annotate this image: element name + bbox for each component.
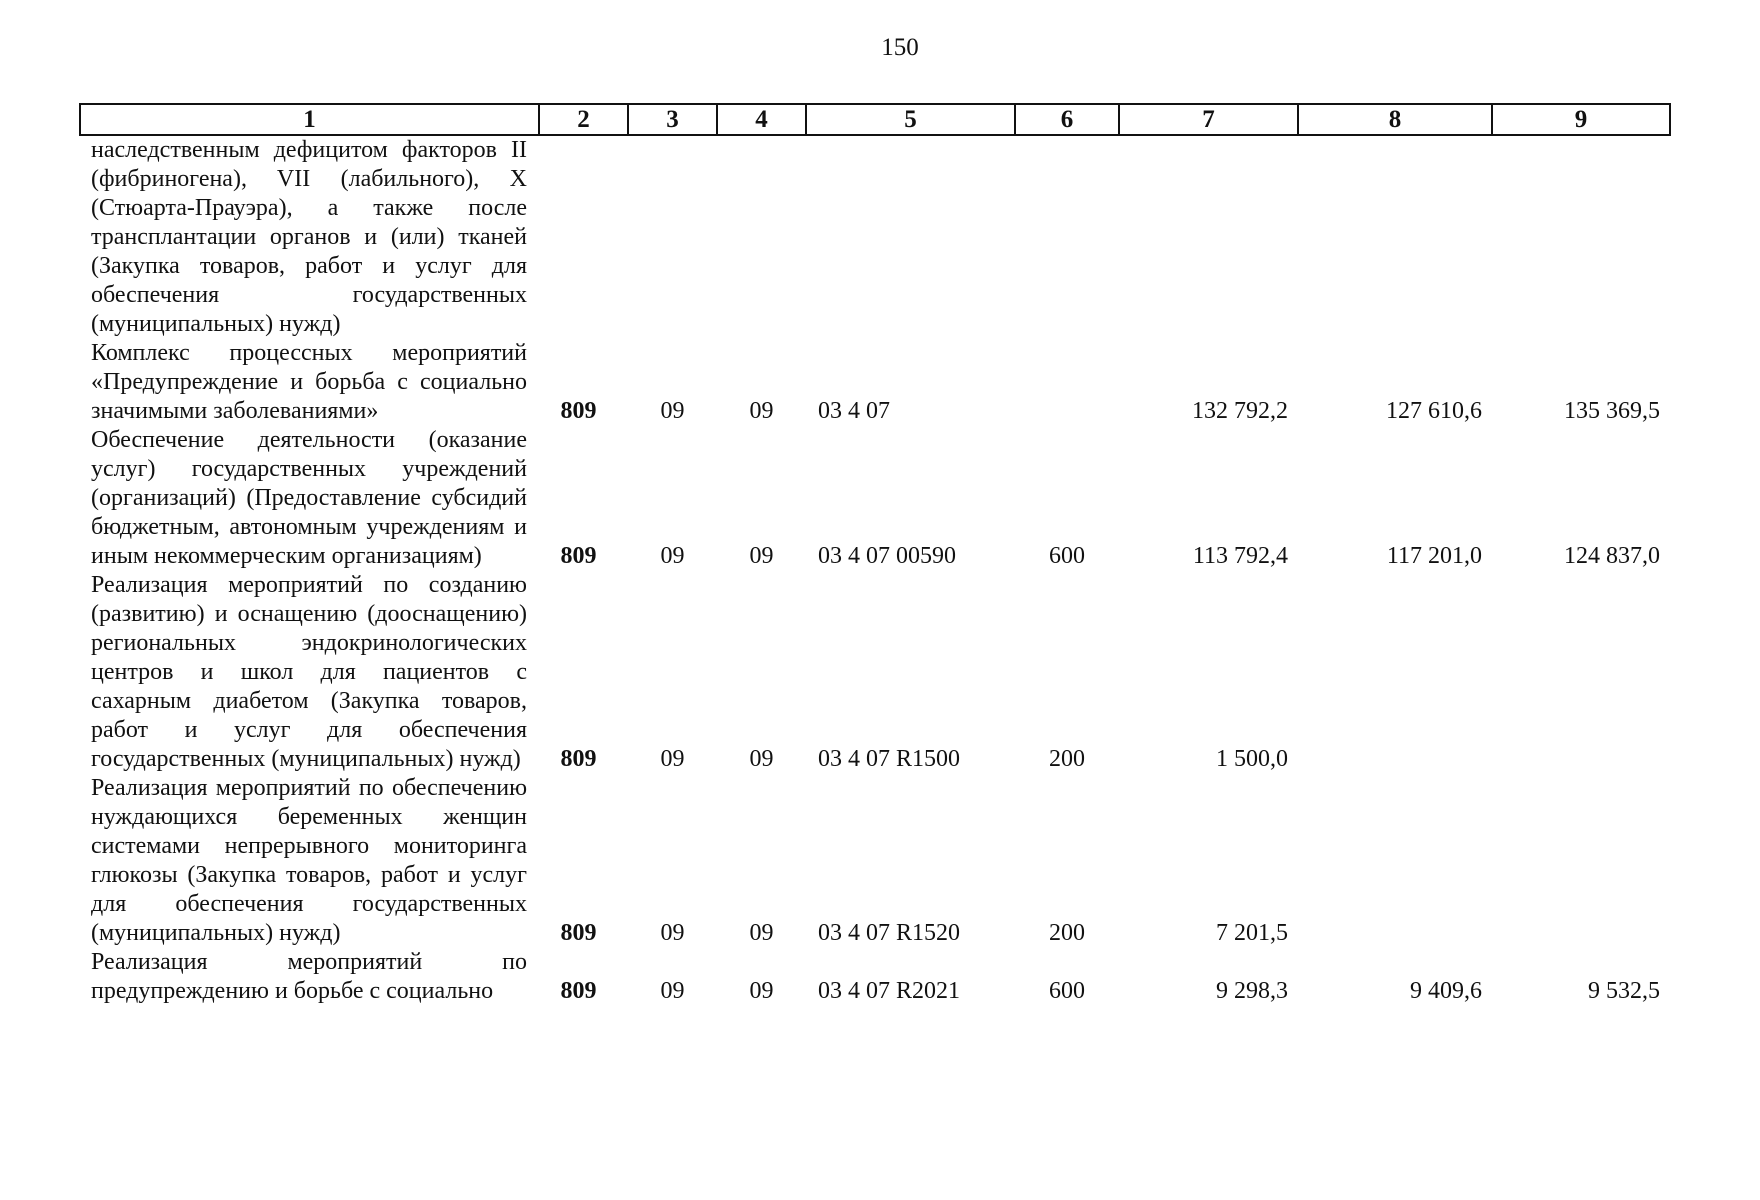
table-row <box>80 774 1670 948</box>
cell-ministry-code: 809 <box>560 543 597 569</box>
cell-amount-col7: 1 500,0 <box>1216 746 1288 772</box>
cell-section-code: 09 <box>660 398 685 424</box>
cell-expense-type: 200 <box>1049 920 1085 946</box>
header-row <box>80 104 1670 135</box>
cell-section-code: 09 <box>660 920 685 946</box>
table-row <box>80 426 1670 571</box>
cell-amount-col7: 113 792,4 <box>1192 543 1288 569</box>
cell-amount-col8: 117 201,0 <box>1386 543 1482 569</box>
cell-subsection-code: 09 <box>749 398 774 424</box>
row-description: Реализация мероприятий по обеспечению нуждающихся беременных женщин системами непрерывного мониторинга глюкозы (Закупка товаров, работ и услуг для обеспечения государственных (муниципальных) нужд) <box>91 775 527 946</box>
cell-subsection-code <box>717 135 806 339</box>
cell-target-article: 03 4 07 R2021 <box>818 978 961 1004</box>
table-row <box>80 135 1670 339</box>
row-description: Реализация мероприятий по созданию (развитию) и оснащению (дооснащению) региональных эндокринологических центров и школ для пациентов с сахарным диабетом (Закупка товаров, работ и услуг для обеспечения государственных (муниципальных) нужд) <box>91 572 527 772</box>
table-row <box>80 571 1670 774</box>
cell-amount-col8 <box>1298 774 1492 948</box>
table-row <box>80 948 1670 1006</box>
cell-amount-col7: 7 201,5 <box>1216 920 1288 946</box>
col-header-2: 2 <box>539 104 628 135</box>
cell-subsection-code: 09 <box>749 746 774 772</box>
cell-expense-type: 600 <box>1049 543 1085 569</box>
cell-expense-type <box>1015 339 1119 426</box>
col-header-8: 8 <box>1298 104 1492 135</box>
cell-subsection-code: 09 <box>749 920 774 946</box>
cell-ministry-code: 809 <box>560 746 597 772</box>
table-row <box>80 339 1670 426</box>
cell-section-code: 09 <box>660 543 685 569</box>
cell-amount-col8: 9 409,6 <box>1410 978 1482 1004</box>
cell-section-code: 09 <box>660 978 685 1004</box>
row-description: Обеспечение деятельности (оказание услуг) государственных учреждений (организаций) (Предоставление субсидий бюджетным, автономным учреждениям и иным некоммерческим организациям) <box>91 427 527 569</box>
cell-target-article: 03 4 07 <box>818 398 890 424</box>
cell-amount-col9: 135 369,5 <box>1564 398 1660 424</box>
cell-subsection-code: 09 <box>749 978 774 1004</box>
col-header-4: 4 <box>717 104 806 135</box>
row-description: наследственным дефицитом факторов II (фибриногена), VII (лабильного), X (Стюарта-Прауэра), а также после трансплантации органов и (или) тканей (Закупка товаров, работ и услуг для обеспечения государственных (муниципальных) нужд) <box>91 137 527 337</box>
cell-amount-col9 <box>1492 571 1670 774</box>
cell-ministry-code: 809 <box>560 978 597 1004</box>
cell-amount-col8 <box>1298 571 1492 774</box>
cell-amount-col9: 124 837,0 <box>1564 543 1660 569</box>
row-description: Комплекс процессных мероприятий «Предупреждение и борьба с социально значимыми заболеваниями» <box>91 340 527 424</box>
cell-amount-col9: 9 532,5 <box>1588 978 1660 1004</box>
cell-section-code <box>628 135 717 339</box>
cell-target-article: 03 4 07 00590 <box>818 543 956 569</box>
col-header-1: 1 <box>80 104 539 135</box>
cell-target-article <box>806 135 1015 339</box>
row-description: Реализация мероприятий по предупреждению и борьбе с социально <box>91 949 527 1004</box>
cell-subsection-code: 09 <box>749 543 774 569</box>
cell-amount-col9 <box>1492 135 1670 339</box>
cell-target-article: 03 4 07 R1500 <box>818 746 961 772</box>
cell-amount-col7: 132 792,2 <box>1192 398 1288 424</box>
cell-amount-col9 <box>1492 774 1670 948</box>
cell-ministry-code: 809 <box>560 398 597 424</box>
cell-target-article: 03 4 07 R1520 <box>818 920 961 946</box>
cell-expense-type <box>1015 135 1119 339</box>
col-header-3: 3 <box>628 104 717 135</box>
cell-ministry-code <box>539 135 628 339</box>
cell-amount-col8 <box>1298 135 1492 339</box>
cell-amount-col8: 127 610,6 <box>1386 398 1482 424</box>
col-header-7: 7 <box>1119 104 1298 135</box>
cell-amount-col7: 9 298,3 <box>1216 978 1288 1004</box>
col-header-9: 9 <box>1492 104 1670 135</box>
col-header-6: 6 <box>1015 104 1119 135</box>
cell-ministry-code: 809 <box>560 920 597 946</box>
budget-table <box>79 103 1671 1006</box>
page-number: 150 <box>881 34 919 61</box>
cell-section-code: 09 <box>660 746 685 772</box>
cell-expense-type: 600 <box>1049 978 1085 1004</box>
col-header-5: 5 <box>806 104 1015 135</box>
cell-expense-type: 200 <box>1049 746 1085 772</box>
cell-amount-col7 <box>1119 135 1298 339</box>
